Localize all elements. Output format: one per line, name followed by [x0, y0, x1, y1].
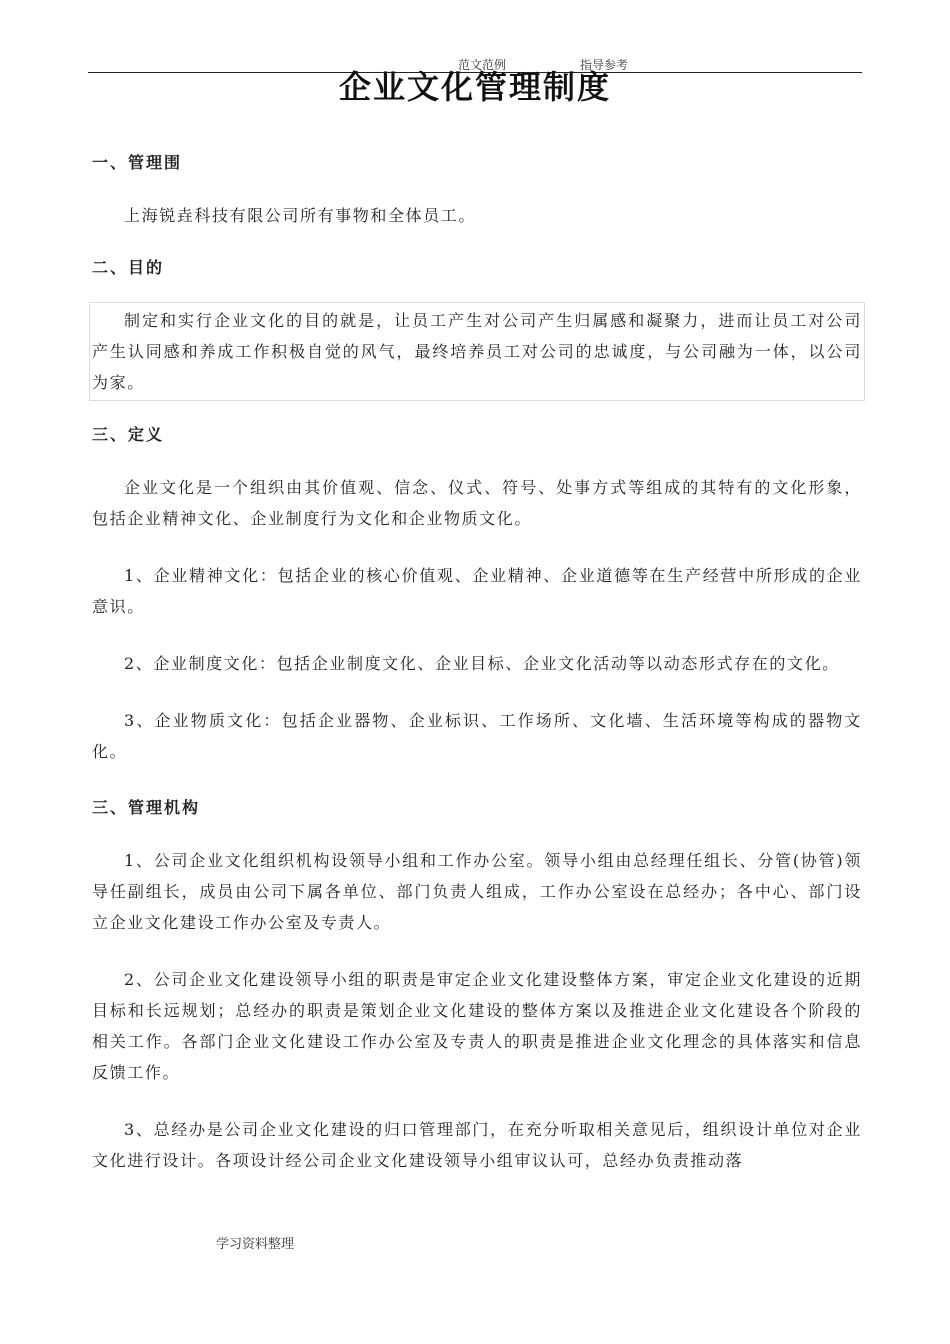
definition-item-1: 1、企业精神文化：包括企业的核心价值观、企业精神、企业道德等在生产经营中所形成的企业意识。 — [92, 566, 862, 616]
organization-item-1: 1、公司企业文化组织机构设领导小组和工作办公室。领导小组由总经理任组长、分管(协管)领导任副组长，成员由公司下属各单位、部门负责人组成，工作办公室设在总经办；各中心、部门设立企业文化建设工作办公室及专责人。 — [92, 851, 862, 932]
organization-item-3: 3、总经办是公司企业文化建设的归口管理部门，在充分听取相关意见后，组织设计单位对企业文化进行设计。各项设计经公司企业文化建设领导小组审议认可，总经办负责推动落 — [92, 1120, 862, 1170]
definition-item-2: 2、企业制度文化：包括企业制度文化、企业目标、企业文化活动等以动态形式存在的文化。 — [124, 654, 840, 673]
document-body — [92, 148, 862, 1176]
purpose-paragraph: 制定和实行企业文化的目的就是，让员工产生对公司产生归属感和凝聚力，进而让员工对公司产生认同感和养成工作积极自觉的风气，最终培养员工对公司的忠诚度，与公司融为一体，以公司为家。 — [92, 305, 862, 398]
scope-paragraph: 上海锐垚科技有限公司所有事物和全体员工。 — [124, 206, 477, 225]
section-heading-purpose: 二、目的 — [92, 258, 165, 277]
page-footer: 学习资料整理 — [216, 1237, 295, 1252]
section-heading-scope: 一、管理围 — [92, 153, 183, 172]
page-header-left: 范文范例 — [458, 58, 507, 72]
organization-item-2: 2、公司企业文化建设领导小组的职责是审定企业文化建设整体方案，审定企业文化建设的近期目标和长远规划；总经办的职责是策划企业文化建设的整体方案以及推进企业文化建设各个阶段的相关工作。各部门企业文化建设工作办公室及专责人的职责是推进企业文化理念的具体落实和信息反馈工作。 — [92, 970, 862, 1082]
section-heading-definition: 三、定义 — [92, 425, 165, 444]
page-header-right: 指导参考 — [580, 58, 629, 72]
definition-item-3: 3、企业物质文化：包括企业器物、企业标识、工作场所、文化墙、生活环境等构成的器物文化。 — [92, 711, 862, 761]
document-title: 企业文化管理制度 — [338, 68, 611, 106]
definition-paragraph: 企业文化是一个组织由其价值观、信念、仪式、符号、处事方式等组成的其特有的文化形象，包括企业精神文化、企业制度行为文化和企业物质文化。 — [92, 478, 862, 528]
section-heading-organization: 三、管理机构 — [92, 798, 201, 817]
